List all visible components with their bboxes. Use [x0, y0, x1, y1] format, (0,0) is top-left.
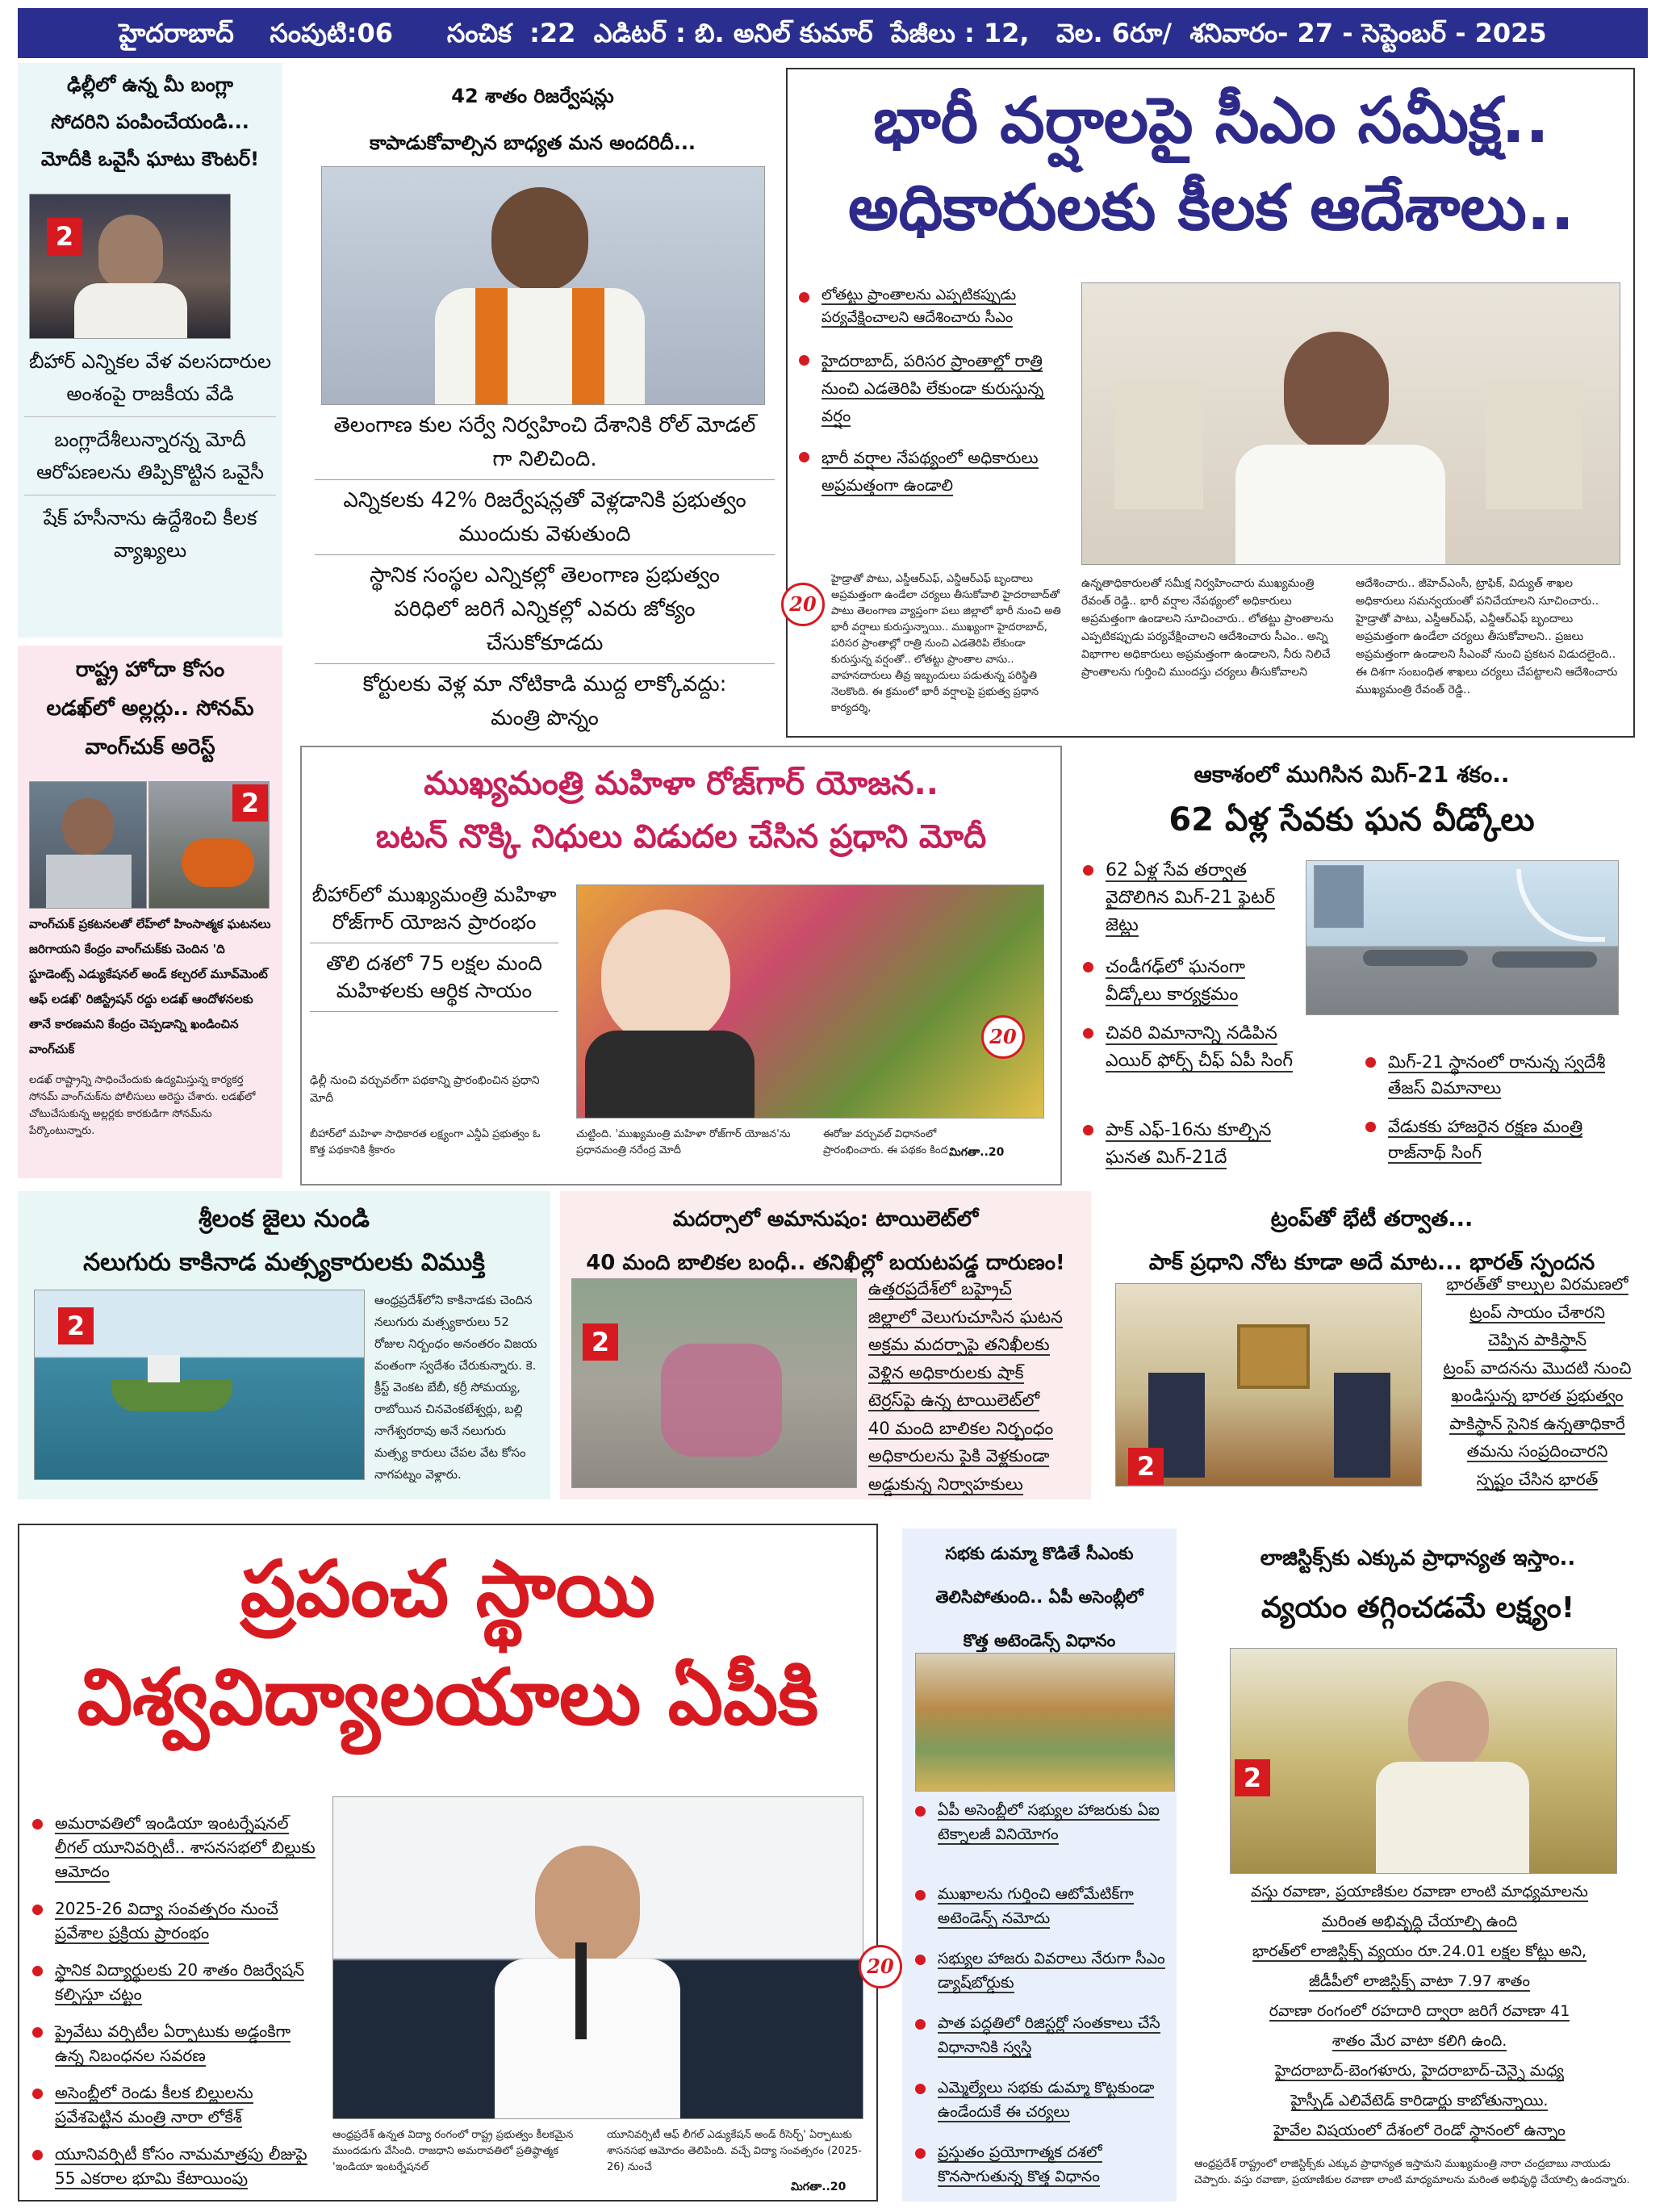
wangchuk-headline: రాష్ట్ర హోదా కోసం లడఖ్‌లో అల్లర్లు.. సోనమ్ వాంగ్‌చుక్ అరెస్ట్ — [46, 658, 254, 759]
modi-points: బీహార్‌లో ముఖ్యమంత్రి మహిళా రోజ్‌గార్ యోజన ప్రారంభం తొలి దశలో 75 లక్షల మంది మహిళలకు ఆర్థిక సాయం — [310, 881, 558, 1018]
modi-credit: మిగతా..20 — [949, 1146, 1005, 1159]
mig21-headline: ఆకాశంలో ముగిసిన మిగ్-21 శకం.. 62 ఏళ్ల సేవకు ఘన వీడ్కోలు — [1168, 761, 1535, 838]
logistics-fine: ఆంధ్రప్రదేశ్ రాష్ట్రంలో లాజిస్టిక్స్‌కు ఎక్కువ ప్రాధాన్యత ఇస్తామని ముఖ్యమంత్రి నారా చంద్రబాబు నాయుడు చెప్పారు. వస్తు రవాణా, ప్రయాణికుల రవాణా లాంటి మాధ్యమాలను మరింత అభివృద్ధి చేయాల్సి ఉందన్నారు. — [1194, 2158, 1630, 2186]
cm-headline: భారీ వర్షాలపై సీఎం సమీక్ష.. అధికారులకు కీలక ఆదేశాలు.. — [847, 85, 1575, 245]
ponnam-headline: 42 శాతం రిజర్వేషన్లు కాపాడుకోవాల్సిన బాధ్యత మన అందరిదీ... — [369, 85, 696, 154]
page-badge: 2 — [1235, 1759, 1270, 1796]
srilanka-headline: శ్రీలంక జైలు నుండి నలుగురు కాకినాడ మత్స్యకారులకు విముక్తి — [83, 1205, 485, 1277]
wangchuk-body: వాంగ్‌చుక్ ప్రకటనలతో లేహ్‌లో హింసాత్మక ఘటనలు జరిగాయని కేంద్రం వాంగ్‌చుక్‌కు చెందిన 'ది స్టూడెంట్స్ ఎడ్యుకేషనల్ అండ్ కల్చరల్ మూవ్‌మెంట్ ఆఫ్ లడఖ్' రిజిస్ట్రేషన్ రద్దు లడఖ్ ఆందోళనలకు తానే కారణమని కేంద్రం చెప్పడాన్ని ఖండించిన వాంగ్‌చుక్ — [29, 917, 271, 1056]
mig21-inset-photo — [1314, 865, 1364, 928]
assembly-bullet: ఏపీ అసెంబ్లీలో సభ్యుల హాజరుకు ఏఐ టెక్నాలజీ వినియోగం — [913, 1798, 1172, 1846]
page-badge: 2 — [58, 1307, 94, 1344]
mig21-bullet: చండీగఢ్‌లో ఘనంగా వీడ్కోలు కార్యక్రమం — [1081, 954, 1299, 1009]
masthead-text: హైదరాబాద్ సంపుటి:06 సంచిక :22 ఎడిటర్ : బి. అనిల్ కుమార్ పేజీలు : 12, వెల. 6రూ/ శనివారం- 27 - సెప్టెంబర్ - 2025 — [119, 18, 1547, 48]
madrassa-headline: మదర్సాలో అమానుషం: టాయిలెట్‌లో 40 మంది బాలికల బంధీ.. తనిఖీల్లో బయటపడ్డ దారుణం! — [586, 1207, 1065, 1275]
assembly-bullet: ఎమ్మెల్యేలు సభకు డుమ్మా కొట్టకుండా ఉండేందుకే ఈ చర్యలు — [913, 2076, 1172, 2124]
wangchuk-photo-left — [29, 781, 147, 909]
assembly-headline: సభకు డుమ్మా కొడితే సీఎంకు తెలిసిపోతుంది.. ఏపీ అసెంబ్లీలో కొత్త అటెండెన్స్ విధానం — [935, 1544, 1143, 1650]
cm-body-col2: ఉన్నతాధికారులతో సమీక్ష నిర్వహించారు ముఖ్యమంత్రి రేవంత్ రెడ్డి.. భారీ వర్షాల నేపథ్యంలో అధికారులు అప్రమత్తంగా ఉండాలని సూచించారు.. లోతట్టు ప్రాంతాలను ఎప్పటికప్పుడు పర్యవేక్షించాలని ఆదేశించారు సీఎం.. అన్ని విభాగాల అధికారులు అప్రమత్తంగా ఉండాలని, నీరు నిలిచే ప్రాంతాలను గుర్తించి ముందస్తు చర్యలు తీసుకోవాలని — [1081, 577, 1334, 679]
chandrababu-photo — [1230, 1648, 1617, 1874]
assembly-bullet: ప్రస్తుతం ప్రయోగాత్మక దశలో కొనసాగుతున్న కొత్త విధానం — [913, 2140, 1172, 2189]
ap-univ-fine-2: యూనివర్సిటీ ఆఫ్ లీగల్ ఎడ్యుకేషన్ అండ్ రీసెర్చ్' ఏర్పాటుకు శాసనసభ ఆమోదం తెలిపింది. వచ్చే విద్యా సంవత్సరం (2025-26) నుంచే — [607, 2129, 862, 2173]
modi-headline: ముఖ్యమంత్రి మహిళా రోజ్‌గార్ యోజన.. బటన్ నొక్కి నిధులు విడుదల చేసిన ప్రధాని మోదీ — [375, 765, 987, 855]
page-badge: 2 — [232, 784, 268, 822]
ap-univ-bullet: స్థానిక విద్యార్థులకు 20 శాతం రిజర్వేషన్ కల్పిస్తూ చట్టం — [31, 1958, 321, 2006]
cm-bullet: లోతట్టు ప్రాంతాలను ఎప్పటికప్పుడు పర్యవేక్షించాలని ఆదేశించారు సీఎం — [797, 284, 1064, 329]
wangchuk-fine: లడఖ్ రాష్ట్రాన్ని సాధించేందుకు ఉద్యమిస్తున్న కార్యకర్త సోనమ్ వాంగ్‌చుక్‌ను పోలీసులు అరెస్టు చేశారు. లడఖ్‌లో చోటుచేసుకున్న అల్లర్లకు కారకుడిగా సోనమ్‌ను పేర్కొంటున్నారు. — [29, 1074, 256, 1137]
ap-univ-credit: మిగతా..20 — [791, 2181, 847, 2193]
mig21-bullet: మిగ్-21 స్థానంలో రానున్న స్వదేశీ తేజస్ విమానాలు — [1364, 1049, 1630, 1101]
page-badge: 2 — [1128, 1448, 1164, 1485]
modi-fine-1: ఢిల్లీ నుంచి వర్చువల్‌గా పథకాన్ని ప్రారంభించిన ప్రధాని మోదీ — [310, 1074, 540, 1105]
owaisi-points: బీహార్ ఎన్నికల వేళ వలసదారుల అంశంపై రాజకీయ వేడి బంగ్లాదేశీలున్నారన్న మోదీ ఆరోపణలను తిప్పికొట్టిన ఒవైసీ షేక్ హసీనాను ఉద్దేశించి కీలక వ్యాఖ్యలు — [24, 345, 276, 567]
srilanka-body: ఆంధ్రప్రదేశ్‌లోని కాకినాడకు చెందిన నలుగురు మత్స్యకారులు 52 రోజుల నిర్బంధం అనంతరం విజయ వంతంగా స్వదేశం చేరుకున్నారు. కె. క్రీస్ట్ వెంకట బేబీ, కర్రీ సోమయ్య, రాబోయిన చినవెంకటేశ్వర్లు, బల్లి నాగేశ్వరరావు అనే నలుగురు మత్స్య కారులు చేపల వేట కోసం నాగపట్నం వెళ్లారు. — [374, 1293, 537, 1482]
ap-univ-bullet: అసెంబ్లీలో రెండు కీలక బిల్లులను ప్రవేశపెట్టిన మంత్రి నారా లోకేశ్ — [31, 2080, 321, 2129]
logistics-headline: లాజిస్టిక్స్‌కు ఎక్కువ ప్రాధాన్యత ఇస్తాం.. వ్యయం తగ్గించడమే లక్ష్యం! — [1260, 1546, 1576, 1625]
owaisi-photo — [29, 194, 231, 339]
lokesh-photo — [332, 1796, 863, 2119]
modi-fine-3: చుట్టింది. 'ముఖ్యమంత్రి మహిళా రోజ్‌గార్ యోజన'ను ప్రధానమంత్రి నరేంద్ర మోదీ — [576, 1128, 791, 1156]
madrassa-lines: ఉత్తరప్రదేశ్‌లో బహ్రైచ్ జిల్లాలో వెలుగుచూసిన ఘటన అక్రమ మదర్సాపై తనిఖీలకు వెళ్లిన అధికారులకు షాక్ టెర్రస్‌పై ఉన్న టాయిలెట్‌లో 40 మంది బాలికల నిర్బంధం అధికారులను పైకి వెళ్లకుండా అడ్డుకున్న నిర్వాహకులు — [868, 1279, 1063, 1494]
assembly-bullet: పాత పద్ధతిలో రిజిస్టర్లో సంతకాలు చేసే విధానానికి స్వస్తి — [913, 2011, 1172, 2059]
ap-univ-fine-1: ఆంధ్రప్రదేశ్ ఉన్నత విద్యా రంగంలో రాష్ట్ర ప్రభుత్వం కీలకమైన ముందడుగు వేసింది. రాజధాని అమరావతిలో ప్రతిష్ఠాత్మక 'ఇండియా ఇంటర్నేషనల్ — [332, 2129, 574, 2173]
ponnam-photo — [321, 166, 765, 405]
madrassa-photo — [571, 1278, 857, 1488]
brand-20-logo: 20 — [781, 583, 825, 626]
ap-univ-bullet: అమరావతిలో ఇండియా ఇంటర్నేషనల్ లీగల్ యూనివర్సిటీ.. శాసనసభలో బిల్లుకు ఆమోదం — [31, 1811, 321, 1884]
mig21-bullet: చివరి విమానాన్ని నడిపిన ఎయిర్ ఫోర్స్ చీఫ్ ఏపీ సింగ్ — [1081, 1020, 1299, 1075]
owaisi-headline: ఢిల్లీలో ఉన్న మీ బంగ్లా సోదరిని పంపించేయండి... మోదీకి ఒవైసీ ఘాటు కౌంటర్! — [40, 73, 260, 170]
mig21-bullet: 62 ఏళ్ల సేవ తర్వాత వైదొలిగిన మిగ్-21 ఫైటర్ జెట్లు — [1081, 857, 1299, 939]
cm-body-col3: ఆదేశించారు.. జీహెచ్ఎంసీ, ట్రాఫిక్, విద్యుత్ శాఖల అధికారులు సమన్వయంతో పనిచేయాలని సూచించారు.. హైడ్రాతో పాటు, ఎస్డీఆర్ఎఫ్, ఎన్డీఆర్ఎఫ్ బృందాలు అప్రమత్తంగా ఉండేలా చర్యలు తీసుకోవాలని.. ప్రజలు అప్రమత్తంగా ఉండాలని సీఎంవో నుంచి ప్రకటన విడుదలైంది.. ఈ దిశగా సంబంధిత శాఖలు చర్యలు చేపట్టాలని ఆదేశించారు ముఖ్యమంత్రి రేవంత్ రెడ్డి.. — [1356, 577, 1618, 696]
cm-body-col1: హైడ్రాతో పాటు, ఎస్డీఆర్ఎఫ్, ఎన్డీఆర్ఎఫ్ బృందాలు అప్రమత్తంగా ఉండేలా చర్యలు తీసుకోవాలి హైదరాబాద్‌తో పాటు తెలంగాణ వ్యాప్తంగా పలు జిల్లాలో భారీ నుంచి అతి భారీ వర్షాలు కురుస్తున్నాయి.. ముఖ్యంగా హైదరాబాద్, పరిసర ప్రాంతాల్లో రాత్రి నుంచి ఎడతెరిపి లేకుండా కురుస్తున్న వర్షంతో.. లోతట్టు ప్రాంతాల వాసు.. వాహనదారులు తీవ్ర ఇబ్బందులు పడుతున్న పరిస్థితి నెలకొంది. ఈ క్రమంలో భారీ వర్షాలపై ప్రభుత్వ ప్రధాన కార్యదర్శి, — [831, 573, 1061, 714]
brand-20-logo: 20 — [859, 1945, 902, 1988]
assembly-bullet: ముఖాలను గుర్తించి ఆటోమేటిక్‌గా అటెండెన్స్ నమోదు — [913, 1882, 1172, 1930]
ap-univ-bullet: ప్రైవేటు వర్సిటీల ఏర్పాటుకు అడ్డంకిగా ఉన్న నిబంధనల సవరణ — [31, 2019, 321, 2068]
trump-headline: ట్రంప్‌తో భేటీ తర్వాత... పాక్ ప్రధాని నోట కూడా అదే మాట... భారత్ స్పందన — [1148, 1206, 1595, 1275]
ap-univ-bullet: 2025-26 విద్యా సంవత్సరం నుంచే ప్రవేశాల ప్రక్రియ ప్రారంభం — [31, 1896, 321, 1945]
modi-fine-2: బీహార్‌లో మహిళా సాధికారత లక్ష్యంగా ఎన్డీఏ ప్రభుత్వం ఓ కొత్త పథకానికి శ్రీకారం — [310, 1128, 541, 1156]
assembly-bullet: సభ్యుల హాజరు వివరాలు నేరుగా సీఎం డ్యాష్‌బోర్డుకు — [913, 1946, 1172, 1995]
cm-photo — [1081, 282, 1620, 565]
ponnam-points: తెలంగాణ కుల సర్వే నిర్వహించి దేశానికి రోల్ మోడల్ గా నిలిచింది. ఎన్నికలకు 42% రిజర్వేషన్లతో వెళ్లడానికి ప్రభుత్వం ముందుకు వెళుతుంది స్థానిక సంస్థల ఎన్నికల్లో తెలంగాణ ప్రభుత్వం పరిధిలో జరిగే ఎన్నికల్లో ఎవరు జోక్యం చేసుకోకూడదు కోర్టులకు వెళ్ల మా నోటికాడి ముద్ద లాక్కోవద్దు: మంత్రి పొన్నం — [315, 408, 775, 735]
logistics-lines: వస్తు రవాణా, ప్రయాణికుల రవాణా లాంటి మాధ్యమాలను మరింత అభివృద్ధి చేయాల్సి ఉంది భారత్‌లో లాజిస్టిక్స్ వ్యయం రూ.24.01 లక్షల కోట్లు అని, జీడీపీలో లాజిస్టిక్స్ వాటా 7.97 శాతం రవాణా రంగంలో రహదారి ద్వారా జరిగే రవాణా 41 శాతం మేర వాటా కలిగి ఉంది. హైదరాబాద్-బెంగళూరు, హైదరాబాద్-చెన్నై మధ్య హైస్పీడ్ ఎలివేటెడ్ కారిడార్లు కాబోతున్నాయి. హైవేల విషయంలో దేశంలో రెండో స్థానంలో ఉన్నాం — [1251, 1883, 1588, 2139]
ap-univ-headline: ప్రపంచ స్థాయి విశ్వవిద్యాలయాలు ఏపీకి — [77, 1544, 819, 1742]
cm-bullet: హైదరాబాద్, పరిసర ప్రాంతాల్లో రాత్రి నుంచి ఎడతెరిపి లేకుండా కురుస్తున్న వర్షం — [797, 347, 1064, 429]
page-badge: 2 — [47, 218, 82, 255]
assembly-photo — [915, 1653, 1175, 1792]
cm-bullet: భారీ వర్షాల నేపథ్యంలో అధికారులు అప్రమత్తంగా ఉండాలి — [797, 444, 1064, 499]
modi-photo — [576, 884, 1044, 1119]
trump-lines: భారత్‌తో కాల్పుల విరమణలో ట్రంప్ సాయం చేశారని చెప్పిన పాకిస్థాన్ ట్రంప్ వాదనను మొదటి నుంచి ఖండిస్తున్న భారత ప్రభుత్వం పాకిస్థాన్ సైనిక ఉన్నతాధికారే తమను సంప్రదించారని స్పష్టం చేసిన భారత్ — [1443, 1274, 1632, 1489]
page-badge: 2 — [583, 1323, 618, 1361]
brand-20-logo: 20 — [981, 1015, 1025, 1059]
mig21-bullet: పాక్ ఎఫ్-16ను కూల్చిన ఘనత మిగ్-21దే — [1081, 1117, 1299, 1172]
mig21-bullet: వేడుకకు హాజరైన రక్షణ మంత్రి రాజ్‌నాథ్ సింగ్ — [1364, 1114, 1630, 1165]
ap-univ-bullet: యూనివర్సిటీ కోసం నామమాత్రపు లీజుపై 55 ఎకరాల భూమి కేటాయింపు — [31, 2142, 321, 2190]
modi-fine-4: ఈరోజు వర్చువల్ విధానంలో ప్రారంభించారు. ఈ పథకం కింద — [823, 1128, 948, 1156]
